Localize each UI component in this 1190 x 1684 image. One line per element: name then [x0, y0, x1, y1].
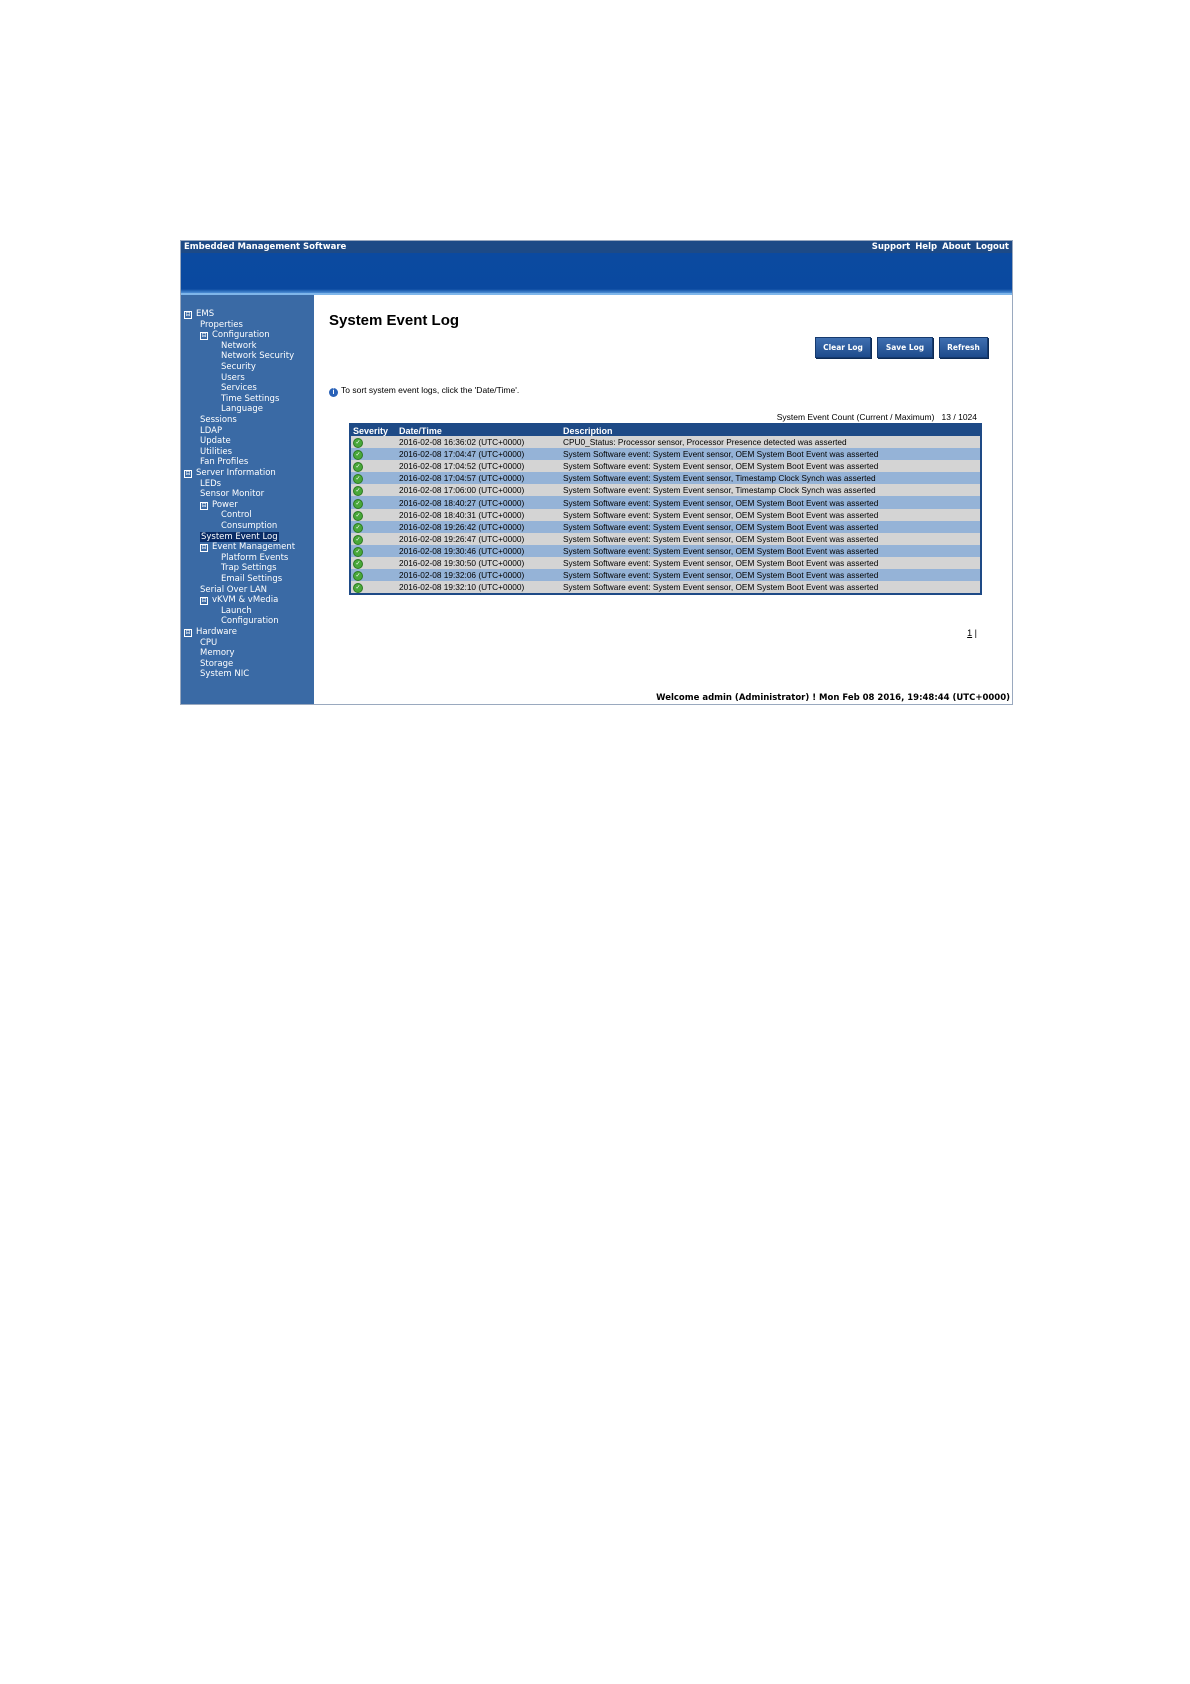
- description-cell: System Software event: System Event sensor, OEM System Boot Event was asserted: [561, 581, 981, 594]
- sidebar-item-label: Email Settings: [221, 574, 283, 584]
- sidebar-item-label: LDAP: [200, 425, 223, 436]
- sidebar-item-system-event-log[interactable]: [200, 532, 279, 542]
- description-cell: System Software event: System Event sensor, OEM System Boot Event was asserted: [561, 533, 981, 545]
- datetime-cell: 2016-02-08 19:26:42 (UTC+0000): [397, 521, 561, 533]
- sidebar-item-label: Launch: [221, 605, 252, 616]
- welcome-status: Welcome admin (Administrator) ! Mon Feb 08 2016, 19:48:44 (UTC+0000): [656, 693, 1010, 703]
- column-header-description[interactable]: Description: [561, 424, 981, 436]
- sidebar-item-network[interactable]: [221, 341, 257, 351]
- sidebar-item-platform-events[interactable]: [221, 553, 288, 563]
- table-row: [350, 533, 981, 545]
- severity-ok-icon: ✓: [353, 535, 363, 545]
- logout-link[interactable]: Logout: [975, 242, 1009, 252]
- sidebar-item-vkvm-vmedia[interactable]: [200, 595, 278, 605]
- sidebar-item-label: Sensor Monitor: [200, 489, 265, 500]
- header-banner: [181, 253, 1012, 295]
- severity-cell: [350, 557, 397, 569]
- table-row: [350, 472, 981, 484]
- sidebar-item-label: Properties: [200, 319, 243, 330]
- table-row: [350, 545, 981, 557]
- severity-ok-icon: ✓: [353, 583, 363, 593]
- sidebar-item-update[interactable]: [200, 436, 231, 446]
- sidebar-item-power[interactable]: [200, 500, 238, 510]
- event-log-table: [349, 423, 982, 595]
- table-row: [350, 448, 981, 460]
- severity-cell: [350, 581, 397, 594]
- description-cell: System Software event: System Event sensor, OEM System Boot Event was asserted: [561, 557, 981, 569]
- table-row: [350, 581, 981, 594]
- datetime-cell: 2016-02-08 16:36:02 (UTC+0000): [397, 436, 561, 448]
- sidebar-item-email-settings[interactable]: [221, 574, 282, 584]
- about-link[interactable]: About: [942, 242, 971, 252]
- sidebar-item-cpu[interactable]: [200, 638, 217, 648]
- sidebar-item-label: Language: [221, 404, 263, 415]
- sidebar-item-launch[interactable]: [221, 606, 252, 616]
- description-cell: System Software event: System Event sensor, OEM System Boot Event was asserted: [561, 460, 981, 472]
- sidebar-item-label: Services: [221, 383, 257, 394]
- severity-ok-icon: ✓: [353, 486, 363, 496]
- sidebar-item-services[interactable]: [221, 383, 257, 393]
- severity-cell: [350, 569, 397, 581]
- sidebar-item-label: EMS: [196, 309, 215, 319]
- sidebar-item-label: LEDs: [200, 478, 222, 489]
- datetime-cell: 2016-02-08 19:30:50 (UTC+0000): [397, 557, 561, 569]
- sidebar-item-label: Users: [221, 372, 245, 383]
- sidebar-item-ems[interactable]: [184, 309, 214, 319]
- sidebar-item-label: Control: [221, 510, 252, 521]
- column-header-severity[interactable]: Severity: [350, 424, 397, 436]
- description-cell: System Software event: System Event sensor, OEM System Boot Event was asserted: [561, 509, 981, 521]
- severity-ok-icon: ✓: [353, 462, 363, 472]
- sidebar-item-storage[interactable]: [200, 659, 233, 669]
- app-title: Embedded Management Software: [184, 242, 347, 252]
- table-row: [350, 521, 981, 533]
- datetime-cell: 2016-02-08 18:40:27 (UTC+0000): [397, 496, 561, 508]
- sidebar-item-network-security[interactable]: [221, 351, 294, 361]
- sidebar-item-label: Utilities: [200, 446, 232, 457]
- sidebar-item-label: Time Settings: [221, 393, 280, 404]
- sidebar-item-language[interactable]: [221, 404, 263, 414]
- sort-hint-text: To sort system event logs, click the 'Date/Time'.: [341, 385, 520, 395]
- sidebar-item-system-nic[interactable]: [200, 669, 249, 679]
- collapse-toggle-icon[interactable]: ⊟: [185, 470, 191, 477]
- event-count: [777, 412, 977, 422]
- sidebar-item-label: Update: [200, 436, 231, 447]
- severity-cell: [350, 496, 397, 508]
- description-cell: System Software event: System Event sensor, OEM System Boot Event was asserted: [561, 545, 981, 557]
- description-cell: System Software event: System Event sensor, OEM System Boot Event was asserted: [561, 448, 981, 460]
- table-row: [350, 496, 981, 508]
- sidebar-item-label: Consumption: [221, 521, 278, 531]
- severity-ok-icon: ✓: [353, 511, 363, 521]
- app-window: [180, 240, 1013, 705]
- refresh-button[interactable]: Refresh: [939, 337, 988, 358]
- page-link[interactable]: 1: [967, 628, 973, 638]
- sidebar-item-sessions[interactable]: [200, 415, 237, 425]
- sidebar-item-label: Security: [221, 362, 256, 372]
- table-row: [350, 509, 981, 521]
- page-title: System Event Log: [329, 312, 460, 329]
- severity-cell: [350, 460, 397, 472]
- pager-separator: |: [974, 628, 977, 638]
- sidebar-item-label: Storage: [200, 658, 234, 669]
- clear-log-button[interactable]: Clear Log: [815, 337, 871, 358]
- sidebar-item-label: Memory: [200, 648, 235, 659]
- event-count-value: 13 / 1024: [941, 412, 977, 422]
- table-row: [350, 484, 981, 496]
- severity-ok-icon: ✓: [353, 523, 363, 533]
- sidebar-item-label: Trap Settings: [221, 563, 277, 574]
- severity-cell: [350, 521, 397, 533]
- severity-cell: [350, 436, 397, 448]
- datetime-cell: 2016-02-08 17:04:47 (UTC+0000): [397, 448, 561, 460]
- datetime-cell: 2016-02-08 19:32:06 (UTC+0000): [397, 569, 561, 581]
- sidebar-item-label: Fan Profiles: [200, 457, 249, 468]
- datetime-cell: 2016-02-08 18:40:31 (UTC+0000): [397, 509, 561, 521]
- severity-cell: [350, 545, 397, 557]
- event-count-label: System Event Count (Current / Maximum): [776, 412, 935, 422]
- sidebar-item-users[interactable]: [221, 373, 245, 383]
- top-links: [867, 241, 1009, 253]
- description-cell: System Software event: System Event sensor, OEM System Boot Event was asserted: [561, 569, 981, 581]
- support-link[interactable]: Support: [871, 242, 911, 252]
- sidebar-item-ldap[interactable]: [200, 426, 222, 436]
- table-row: [350, 436, 981, 448]
- sidebar-item-label: System Event Log: [201, 531, 278, 542]
- collapse-toggle-icon[interactable]: ⊟: [201, 501, 207, 509]
- collapse-toggle-icon[interactable]: ⊟: [201, 332, 207, 340]
- sort-hint: [329, 385, 519, 397]
- description-cell: System Software event: System Event sensor, Timestamp Clock Synch was asserted: [561, 484, 981, 496]
- top-bar: [181, 241, 1012, 253]
- datetime-cell: 2016-02-08 19:26:47 (UTC+0000): [397, 533, 561, 545]
- severity-cell: [350, 448, 397, 460]
- sidebar-item-configuration[interactable]: [200, 330, 270, 340]
- severity-ok-icon: ✓: [353, 474, 363, 484]
- severity-ok-icon: ✓: [353, 450, 363, 460]
- collapse-toggle-icon[interactable]: ⊟: [201, 544, 207, 552]
- sidebar-item-hardware[interactable]: [184, 627, 237, 637]
- sidebar-item-utilities[interactable]: [200, 447, 232, 457]
- severity-cell: [350, 484, 397, 496]
- severity-cell: [350, 509, 397, 521]
- datetime-cell: 2016-02-08 19:32:10 (UTC+0000): [397, 581, 561, 594]
- severity-ok-icon: ✓: [353, 571, 363, 581]
- description-cell: System Software event: System Event sensor, OEM System Boot Event was asserted: [561, 521, 981, 533]
- sidebar-item-label: Event Management: [212, 542, 296, 553]
- sidebar-item-label: Serial Over LAN: [200, 584, 268, 595]
- column-header-datetime[interactable]: Date/Time: [397, 424, 561, 436]
- severity-ok-icon: ✓: [353, 438, 363, 448]
- sidebar-item-time-settings[interactable]: [221, 394, 279, 404]
- datetime-cell: 2016-02-08 17:04:52 (UTC+0000): [397, 460, 561, 472]
- sidebar-item-fan-profiles[interactable]: [200, 457, 248, 467]
- collapse-toggle-icon[interactable]: ⊟: [185, 629, 191, 636]
- description-cell: System Software event: System Event sensor, Timestamp Clock Synch was asserted: [561, 472, 981, 484]
- sidebar-item-event-management[interactable]: [200, 542, 295, 552]
- sidebar-item-properties[interactable]: [200, 320, 243, 330]
- sidebar-item-serial-over-lan[interactable]: [200, 585, 267, 595]
- main-content: [314, 295, 1012, 704]
- sidebar-item-label: Server Information: [196, 468, 276, 478]
- sidebar-item-label: vKVM & vMedia: [212, 595, 279, 606]
- severity-ok-icon: ✓: [353, 499, 363, 509]
- description-cell: System Software event: System Event sensor, OEM System Boot Event was asserted: [561, 496, 981, 508]
- severity-cell: [350, 533, 397, 545]
- table-row: [350, 557, 981, 569]
- sidebar-item-security[interactable]: [221, 362, 256, 372]
- sidebar-item-leds[interactable]: [200, 479, 221, 489]
- sidebar-item-sensor-monitor[interactable]: [200, 489, 264, 499]
- sidebar-item-control[interactable]: [221, 510, 252, 520]
- sidebar-item-configuration[interactable]: [221, 616, 279, 626]
- severity-ok-icon: ✓: [353, 547, 363, 557]
- sidebar-item-label: Sessions: [200, 415, 237, 425]
- info-icon: i: [329, 388, 338, 397]
- sidebar-item-label: Network Security: [221, 351, 295, 362]
- table-row: [350, 460, 981, 472]
- severity-ok-icon: ✓: [353, 559, 363, 569]
- collapse-toggle-icon[interactable]: ⊟: [185, 311, 191, 318]
- sidebar: [181, 295, 314, 705]
- description-cell: CPU0_Status: Processor sensor, Processor Presence detected was asserted: [561, 436, 981, 448]
- sidebar-item-label: Configuration: [221, 616, 279, 627]
- sidebar-item-label: CPU: [200, 637, 218, 648]
- sidebar-item-trap-settings[interactable]: [221, 563, 277, 573]
- table-row: [350, 569, 981, 581]
- pager: [967, 628, 977, 638]
- datetime-cell: 2016-02-08 17:06:00 (UTC+0000): [397, 484, 561, 496]
- sidebar-item-label: System NIC: [200, 669, 250, 680]
- sidebar-item-memory[interactable]: [200, 648, 235, 658]
- sidebar-item-label: Hardware: [196, 627, 238, 637]
- datetime-cell: 2016-02-08 17:04:57 (UTC+0000): [397, 472, 561, 484]
- save-log-button[interactable]: Save Log: [877, 337, 933, 358]
- sidebar-item-label: Platform Events: [221, 552, 289, 563]
- sidebar-item-server-information[interactable]: [184, 468, 276, 478]
- sidebar-item-label: Network: [221, 340, 257, 351]
- sidebar-item-label: Configuration: [212, 330, 270, 341]
- help-link[interactable]: Help: [915, 242, 938, 252]
- sidebar-item-label: Power: [212, 499, 238, 510]
- sidebar-item-consumption[interactable]: [221, 521, 277, 531]
- severity-cell: [350, 472, 397, 484]
- datetime-cell: 2016-02-08 19:30:46 (UTC+0000): [397, 545, 561, 557]
- collapse-toggle-icon[interactable]: ⊟: [201, 597, 207, 605]
